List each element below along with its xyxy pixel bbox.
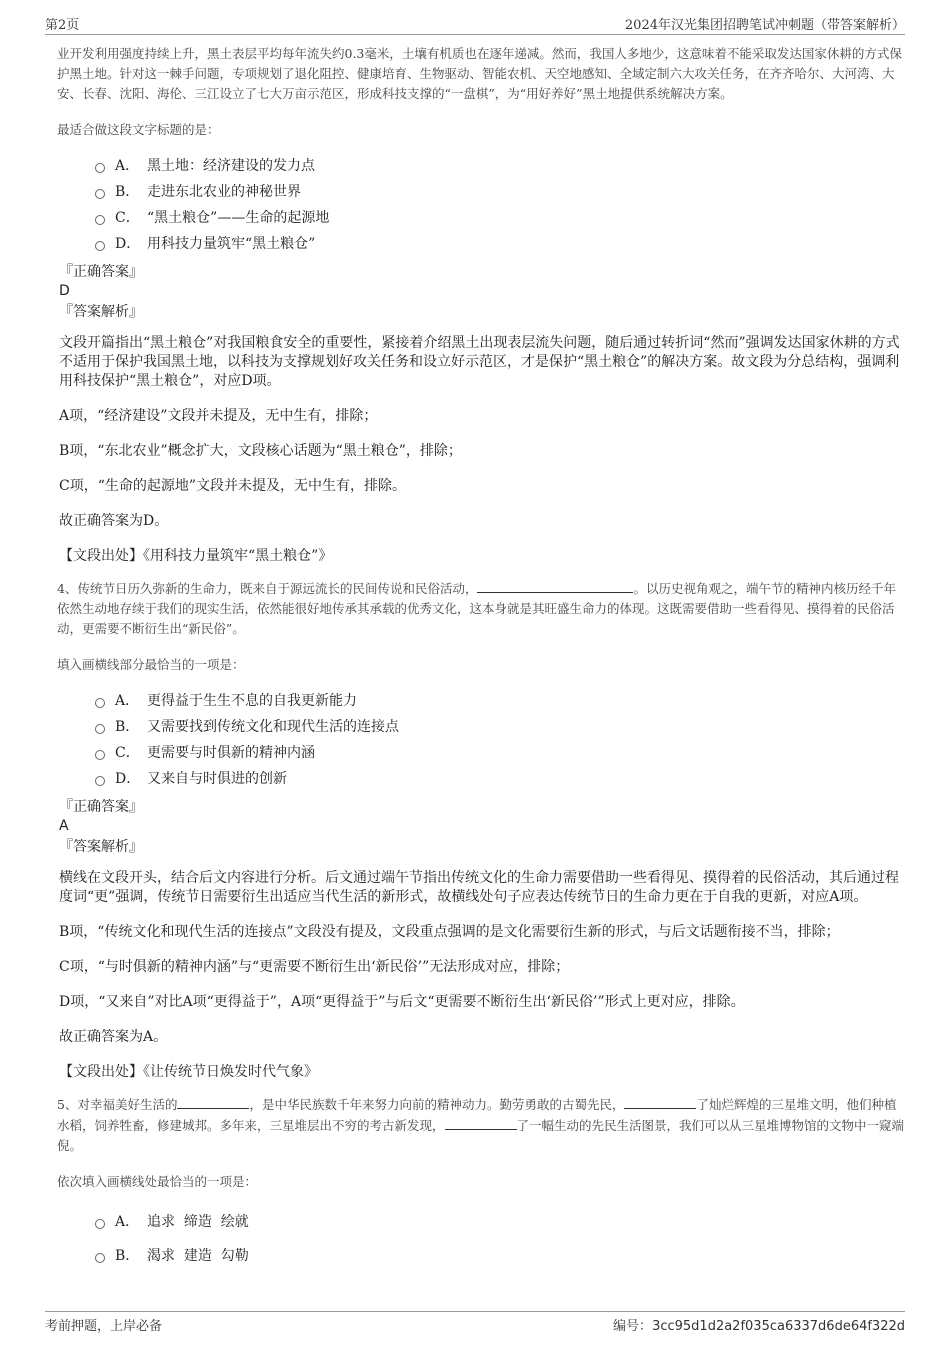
q3-option-b[interactable]: [95, 178, 905, 204]
option-text: 黑土地：经济建设的发力点: [147, 158, 315, 174]
option-text: 又需要找到传统文化和现代生活的连接点: [147, 719, 399, 735]
option-letter: C．: [115, 210, 140, 226]
option-letter: B．: [115, 184, 140, 200]
q4-option-d[interactable]: [95, 765, 905, 791]
q4-answer: A: [59, 818, 69, 834]
q3-source: 【文段出处】《用科技力量筑牢“黑土粮仓”》: [59, 548, 333, 564]
option-letter: A．: [115, 158, 140, 174]
q5-stem-part-3: 了灿烂辉煌的三星堆文明，他们种植水稻，饲养牲畜，修建城邦。多年来，三星堆层出不穷的考古新发现，: [57, 1097, 897, 1133]
option-letter: D．: [115, 236, 141, 252]
q4-options: [95, 687, 905, 791]
option-text: 用科技力量筑牢“黑土粮仓”: [147, 236, 316, 252]
page-content: [57, 38, 905, 1272]
q4-stem-before: 4、传统节日历久弥新的生命力，既来自于源远流长的民间传说和民俗活动，: [57, 581, 478, 596]
document-title: 2024年汉光集团招聘笔试冲刺题（带答案解析）: [624, 18, 905, 33]
option-letter: A．: [115, 1214, 140, 1230]
q4-stem: [57, 578, 905, 639]
q5-options: [95, 1204, 905, 1272]
page-footer: [45, 1311, 905, 1334]
footer-code: [613, 1315, 905, 1334]
option-text: 更得益于生生不息的自我更新能力: [147, 693, 357, 709]
q4-analysis-conclusion: 故正确答案为A。: [59, 1029, 168, 1045]
q3-analysis-c: C项，“生命的起源地”文段并未提及，无中生有，排除。: [59, 478, 407, 494]
q3-analysis-main: 文段开篇指出“黑土粮仓”对我国粮食安全的重要性，紧接着介绍黑土出现表层流失问题，随后通过转折词“然而”强调发达国家休耕的方式不适用于保护我国黑土地，以科技为支撑规划好攻关任务和设立好示范区，才是保护“黑土粮仓”的解决方案。故文段为分总结构，强调利用科技保护“黑土粮仓”，对应D项。: [59, 335, 900, 389]
q3-passage: 业开发利用强度持续上升，黑土表层平均每年流失约0.3毫米，土壤有机质也在逐年递减。然而，我国人多地少，这意味着不能采取发达国家休耕的方式保护黑土地。针对这一棘手问题，专项规划了退化阻控、健康培育、生物驱动、智能农机、天空地感知、全域定制六大攻关任务，在齐齐哈尔、大河湾、大安、长春、沈阳、海伦、三江设立了七大万亩示范区，形成科技支撑的“一盘棋”，为“用好养好”黑土地提供系统解决方案。: [57, 46, 902, 101]
radio-icon[interactable]: [95, 724, 105, 734]
q5-blank-1: [177, 1094, 249, 1109]
q4-blank: [477, 578, 633, 593]
q5-stem: [57, 1094, 905, 1156]
radio-icon[interactable]: [95, 163, 105, 173]
q5-stem-part-4: 了一幅生动的先民生活图景，我们可以从三星堆博物馆的文物中一窥端倪。: [57, 1118, 905, 1153]
q3-option-a[interactable]: [95, 152, 905, 178]
radio-icon[interactable]: [95, 215, 105, 225]
q4-option-a[interactable]: [95, 687, 905, 713]
radio-icon[interactable]: [95, 698, 105, 708]
option-text: 走进东北农业的神秘世界: [147, 184, 301, 200]
option-letter: B．: [115, 1248, 140, 1264]
footer-code-label: 编号：: [613, 1319, 653, 1334]
radio-icon[interactable]: [95, 189, 105, 199]
option-text: 渴求 建造 勾勒: [147, 1248, 249, 1264]
q4-source: 【文段出处】《让传统节日焕发时代气象》: [59, 1064, 318, 1080]
q4-answer-label: 『正确答案』: [59, 799, 143, 815]
q5-option-b[interactable]: [95, 1238, 905, 1272]
q4-option-b[interactable]: [95, 713, 905, 739]
q3-answer: D: [59, 283, 70, 299]
footer-code-value: 3cc95d1d2a2f035ca6337d6de64f322d: [652, 1319, 905, 1334]
q3-option-c[interactable]: [95, 204, 905, 230]
q5-blank-3: [445, 1115, 517, 1130]
q5-stem-part-1: 5、对幸福美好生活的: [57, 1097, 178, 1112]
q3-prompt: 最适合做这段文字标题的是：: [57, 122, 220, 137]
option-text: 更需要与时俱新的精神内涵: [147, 745, 315, 761]
q4-analysis-b: B项，“传统文化和现代生活的连接点”文段没有提及，文段重点强调的是文化需要衍生新的形式，与后文话题衔接不当，排除；: [59, 924, 840, 940]
q5-prompt: 依次填入画横线处最恰当的一项是：: [57, 1174, 258, 1189]
option-letter: C．: [115, 745, 140, 761]
q4-analysis-c: C项，“与时俱新的精神内涵”与“更需要不断衍生出‘新民俗’”无法形成对应，排除；: [59, 959, 570, 975]
q4-analysis-main: 横线在文段开头，结合后文内容进行分析。后文通过端午节指出传统文化的生命力需要借助一些看得见、摸得着的民俗活动，其后通过程度词“更”强调，传统节日需要衍生出适应当代生活的新形式，故横线处句子应表达传统节日的生命力更在于自我的更新，对应A项。: [59, 870, 899, 905]
q3-option-d[interactable]: [95, 230, 905, 256]
q3-analysis-a: A项，“经济建设”文段并未提及，无中生有，排除；: [59, 408, 378, 424]
q3-options: [95, 152, 905, 256]
q4-option-c[interactable]: [95, 739, 905, 765]
q4-prompt: 填入画横线部分最恰当的一项是：: [57, 657, 245, 672]
radio-icon[interactable]: [95, 1253, 105, 1263]
radio-icon[interactable]: [95, 776, 105, 786]
q3-analysis-label: 『答案解析』: [59, 304, 143, 320]
radio-icon[interactable]: [95, 750, 105, 760]
option-text: 追求 缔造 绘就: [147, 1214, 249, 1230]
q5-stem-part-2: ，是中华民族数千年来努力向前的精神动力。勤劳勇敢的古蜀先民，: [249, 1097, 625, 1112]
q3-answer-label: 『正确答案』: [59, 264, 143, 280]
q4-analysis-d: D项，“又来自”对比A项“更得益于”，A项“更得益于”与后文“更需要不断衍生出‘新民俗’”形式上更对应，排除。: [59, 994, 745, 1010]
page-number: 第2页: [45, 18, 80, 33]
q5-option-a[interactable]: [95, 1204, 905, 1238]
q5-blank-2: [624, 1094, 696, 1109]
q4-analysis-label: 『答案解析』: [59, 839, 143, 855]
q4-stem-after: 。以历史视角观之，端午节的精神内核历经千年依然生动地存续于我们的现实生活，依然能很好地传承其承载的优秀文化，这本身就是其旺盛生命力的体现。这既需要借助一些看得见、摸得着的民俗活动，更需要不断衍生出“新民俗”。: [57, 581, 896, 636]
option-text: “黑土粮仓”——生命的起源地: [147, 210, 330, 226]
radio-icon[interactable]: [95, 1219, 105, 1229]
option-letter: D．: [115, 771, 141, 787]
q3-analysis-b: B项，“东北农业”概念扩大，文段核心话题为“黑土粮仓”，排除；: [59, 443, 462, 459]
page-header: [45, 10, 905, 35]
q3-analysis-conclusion: 故正确答案为D。: [59, 513, 169, 529]
radio-icon[interactable]: [95, 241, 105, 251]
footer-slogan: 考前押题，上岸必备: [45, 1319, 163, 1334]
option-letter: A．: [115, 693, 140, 709]
option-letter: B．: [115, 719, 140, 735]
option-text: 又来自与时俱进的创新: [147, 771, 287, 787]
